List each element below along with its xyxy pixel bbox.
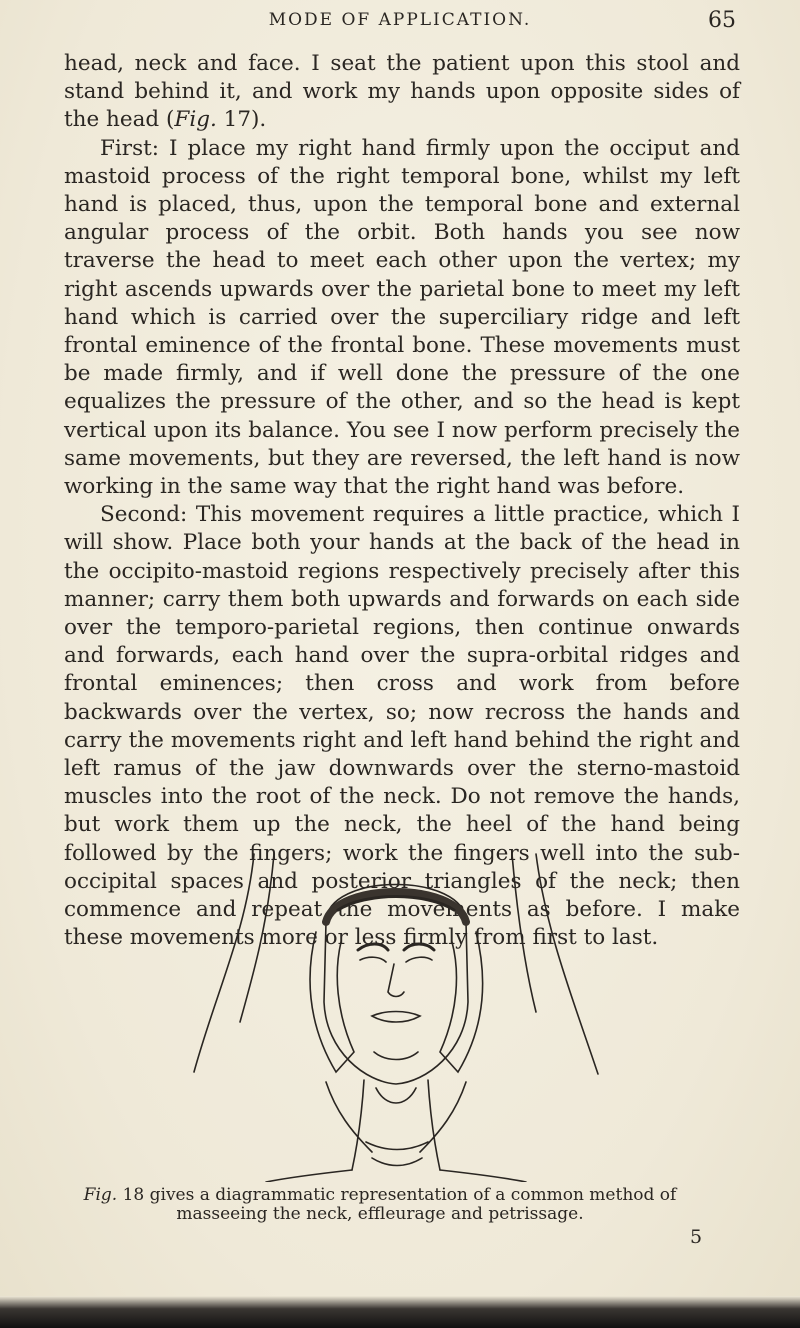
caption-text: 18 gives a diagrammatic representation of a common method of masseeing the neck, effleurage and petrissage.: [117, 1185, 677, 1224]
paragraph-2: First: I place my right hand firmly upon the occiput and mastoid process of the right temporal bone, whilst my left hand is placed, thus, upon the temporal bone and external angular process of the orbit. Both hands you see now traverse the head to meet each other upon the vertex; my right ascends upwards over the parietal bone to meet my left hand which is carried over the superciliary ridge and left frontal eminence of the frontal bone. These movements must be made firmly, and if well done the pressure of the one equalizes the pressure of the other, and so the head is kept vertical upon its balance. You see I now perform precisely the same movements, but they are reversed, the left hand is now working in the same way that the right hand was before.: [64, 135, 740, 500]
nose-outline: [388, 964, 404, 997]
page-bottom-edge: [0, 1296, 800, 1328]
paragraph-1: [64, 50, 740, 135]
right-hand-outline: [440, 932, 483, 1072]
fig-reference: Fig.: [174, 107, 217, 133]
figure-illustration: [176, 852, 616, 1182]
head-outline: [324, 885, 468, 1085]
figure-caption: [60, 1186, 700, 1224]
left-arm-outline: [194, 854, 254, 1072]
paragraph-3: Second: This movement requires a little practice, which I will show. Place both your hands at the back of the head in the occipito-mastoid regions respectively precisely after this manner; carry them both upwards and forwards on each side over the temporo-parietal regions, then continue onwards and forwards, each hand over the supra-orbital ridges and frontal eminences; then cross and work from before backwards over the vertex, so; now recross the hands and carry the movements right and left hand behind the right and left ramus of the jaw downwards over the sterno-mastoid muscles into the root of the neck. Do not remove the hands, but work them up the neck, the heel of the hand being followed by the fingers; work the fingers well into the sub-occipital spaces and posterior triangles of the neck; then commence and repeat the movements as before. I make these movements more or less firmly from first to last.: [64, 502, 740, 951]
neck-massage-illustration: [176, 852, 616, 1182]
paragraph-1-start: head, neck and face. I seat the patient upon this stool and stand behind it, and work my hands upon opposite sides of the head (: [64, 51, 740, 133]
paragraph-1-end: 17).: [216, 107, 267, 133]
right-arm-outline: [536, 854, 598, 1074]
running-title: MODE OF APPLICATION.: [268, 10, 532, 30]
running-head: [64, 10, 736, 38]
signature-mark: 5: [690, 1226, 703, 1248]
left-hand-outline: [310, 932, 354, 1072]
caption-fig-label: Fig.: [83, 1185, 118, 1205]
page-number: 65: [708, 8, 736, 33]
neck-outline: [352, 1080, 364, 1170]
body-text: [64, 50, 740, 953]
